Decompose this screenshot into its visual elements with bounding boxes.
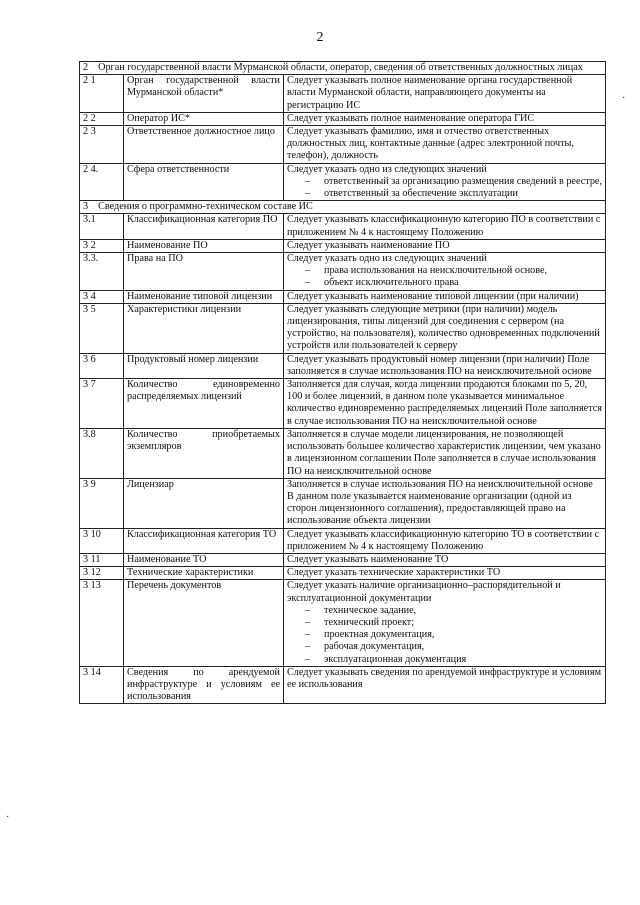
field-name: Наименование ПО	[124, 239, 284, 252]
table-row	[80, 214, 606, 239]
description-text: Следует указывать наименование ТО	[287, 553, 449, 565]
field-description	[284, 75, 606, 113]
section-number: 2	[83, 62, 89, 73]
field-name: Оператор ИС*	[124, 112, 284, 125]
field-description	[284, 567, 606, 580]
field-description	[284, 163, 606, 201]
description-text: Заполняется для случая, когда лицензии продаются блоками по 5, 20, 100 и более лицензий, в данном поле указывается минимальное количество единовременно распределяемых лицензий Поле заполняется в случае использования ПО на неисключительной основе	[287, 379, 602, 427]
field-name: Лицензиар	[124, 478, 284, 528]
table-row	[80, 666, 606, 704]
list-item: – эксплуатационная документация	[287, 654, 602, 666]
field-description	[284, 239, 606, 252]
row-number: 3.1	[80, 214, 124, 239]
list-item: – технический проект;	[287, 617, 602, 629]
page-number: 2	[316, 30, 324, 45]
row-number: 2 4.	[80, 163, 124, 201]
description-text: Следует указывать наименование ПО	[287, 239, 450, 251]
list-item: – права использования на неисключительной основе,	[287, 265, 602, 277]
section-header-row	[80, 201, 606, 214]
section-title	[80, 62, 606, 75]
field-name: Перечень документов	[124, 580, 284, 666]
field-description	[284, 428, 606, 478]
table-row	[80, 353, 606, 378]
field-name: Количество приобретаемых экземпляров	[124, 428, 284, 478]
list-item: – ответственный за организацию размещения сведений в реестре,	[287, 176, 602, 188]
value-list	[287, 265, 602, 289]
description-text: Заполняется в случае модели лицензирования, не позволяющей использовать большее количество характеристик лицензии, чем указано в лицензионном соглашении Поле заполняется в случае использования ПО на неисключительной основе	[287, 428, 601, 477]
field-description	[284, 112, 606, 125]
table-row	[80, 553, 606, 566]
field-name: Продуктовый номер лицензии	[124, 353, 284, 378]
row-number: 3 12	[80, 567, 124, 580]
row-number: 3.3.	[80, 253, 124, 291]
table-row	[80, 290, 606, 303]
table-row	[80, 303, 606, 353]
description-text: Следует указывать полное наименование органа государственной власти Мурманской области, направляющего документы на регистрацию ИС	[287, 75, 573, 111]
description-text: Следует указывать сведения по арендуемой инфраструктуре и условиям ее использования	[287, 666, 602, 690]
description-text: Следует указывать наименование типовой лицензии (при наличии)	[287, 290, 579, 302]
list-item: – рабочая документация,	[287, 641, 602, 653]
row-number: 3 9	[80, 478, 124, 528]
section-title-text: Сведения о программно-техническом составе ИС	[98, 201, 313, 213]
row-number: 3 14	[80, 666, 124, 704]
registry-table	[79, 61, 606, 704]
section-header-row	[80, 62, 606, 75]
value-list	[287, 176, 602, 200]
table-row	[80, 379, 606, 429]
description-text: Следует указать одно из следующих значений	[287, 163, 487, 175]
row-number: 3 11	[80, 553, 124, 566]
field-name: Классификационная категория ТО	[124, 528, 284, 553]
field-name: Технические характеристики	[124, 567, 284, 580]
field-description	[284, 353, 606, 378]
table-row	[80, 163, 606, 201]
row-number: 2 2	[80, 112, 124, 125]
description-text: Следует указывать классификационную категорию ПО в соответствии с приложением № 4 к настоящему Положению	[287, 214, 601, 238]
row-number: 3 6	[80, 353, 124, 378]
row-number: 3 2	[80, 239, 124, 252]
row-number: 3 5	[80, 303, 124, 353]
table-row	[80, 528, 606, 553]
field-description	[284, 553, 606, 566]
description-text: Следует указывать классификационную категорию ТО в соответствии с приложением № 4 к настоящему Положению	[287, 528, 600, 552]
table-row	[80, 253, 606, 291]
table-row	[80, 112, 606, 125]
row-number: 2 3	[80, 126, 124, 164]
field-description	[284, 528, 606, 553]
table-row	[80, 478, 606, 528]
row-number: 3.8	[80, 428, 124, 478]
list-item: – техническое задание,	[287, 605, 602, 617]
list-item: – проектная документация,	[287, 629, 602, 641]
field-name: Права на ПО	[124, 253, 284, 291]
field-description	[284, 666, 606, 704]
row-number: 3 7	[80, 379, 124, 429]
field-name: Орган государственной власти Мурманской области*	[124, 75, 284, 113]
table-row	[80, 75, 606, 113]
section-title-text: Орган государственной власти Мурманской области, оператор, сведения об ответственных должностных лицах	[98, 62, 583, 73]
list-item: – ответственный за обеспечение эксплуатации	[287, 188, 602, 200]
description-text: Следует указать одно из следующих значений	[287, 253, 487, 265]
field-description	[284, 303, 606, 353]
section-title	[80, 201, 606, 214]
field-description	[284, 253, 606, 291]
table-row	[80, 126, 606, 164]
field-name: Сведения по арендуемой инфраструктуре и условиям ее использования	[124, 666, 284, 704]
row-number: 3 10	[80, 528, 124, 553]
table-row	[80, 239, 606, 252]
field-description	[284, 290, 606, 303]
scan-mark: ·	[6, 812, 10, 823]
row-number: 2 1	[80, 75, 124, 113]
row-number: 3 4	[80, 290, 124, 303]
row-number: 3 13	[80, 580, 124, 666]
description-text: Следует указывать следующие метрики (при наличии) модель лицензирования, типы лицензий для соединения с сервером (на устройство, на пользователя), количество одновременных подключений устройств или пользователей к серверу	[287, 303, 600, 352]
description-text: Следует указать технические характеристики ТО	[287, 567, 501, 579]
field-description	[284, 214, 606, 239]
value-list	[287, 605, 602, 666]
field-name: Классификационная категория ПО	[124, 214, 284, 239]
field-name: Ответственное должностное лицо	[124, 126, 284, 164]
table-row	[80, 567, 606, 580]
description-text: Следует указывать полное наименование оператора ГИС	[287, 112, 535, 124]
field-description	[284, 478, 606, 528]
field-name: Наименование типовой лицензии	[124, 290, 284, 303]
field-description	[284, 580, 606, 666]
field-name: Наименование ТО	[124, 553, 284, 566]
table-row	[80, 428, 606, 478]
field-description	[284, 379, 606, 429]
field-description	[284, 126, 606, 164]
description-text: Следует указать наличие организационно–распорядительной и эксплуатационной документации	[287, 580, 561, 604]
description-text: Следует указывать продуктовый номер лицензии (при наличии) Поле заполняется в случае использования ПО на неисключительной основе	[287, 353, 592, 377]
field-name: Характеристики лицензии	[124, 303, 284, 353]
list-item: – объект исключительного права	[287, 277, 602, 289]
description-text: Следует указывать фамилию, имя и отчество ответственных должностных лиц, контактные данные (адрес электронной почты, телефон), должность	[287, 126, 574, 162]
description-text: Заполняется в случае использования ПО на неисключительной основе В данном поле указывается наименование организации (одной из сторон лицензионного соглашения), предоставляющей право на использование объекта лицензии	[287, 478, 593, 527]
table-row	[80, 580, 606, 666]
scan-mark: ·	[622, 93, 626, 104]
field-name: Количество единовременно распределяемых лицензий	[124, 379, 284, 429]
section-number: 3	[83, 201, 89, 213]
field-name: Сфера ответственности	[124, 163, 284, 201]
